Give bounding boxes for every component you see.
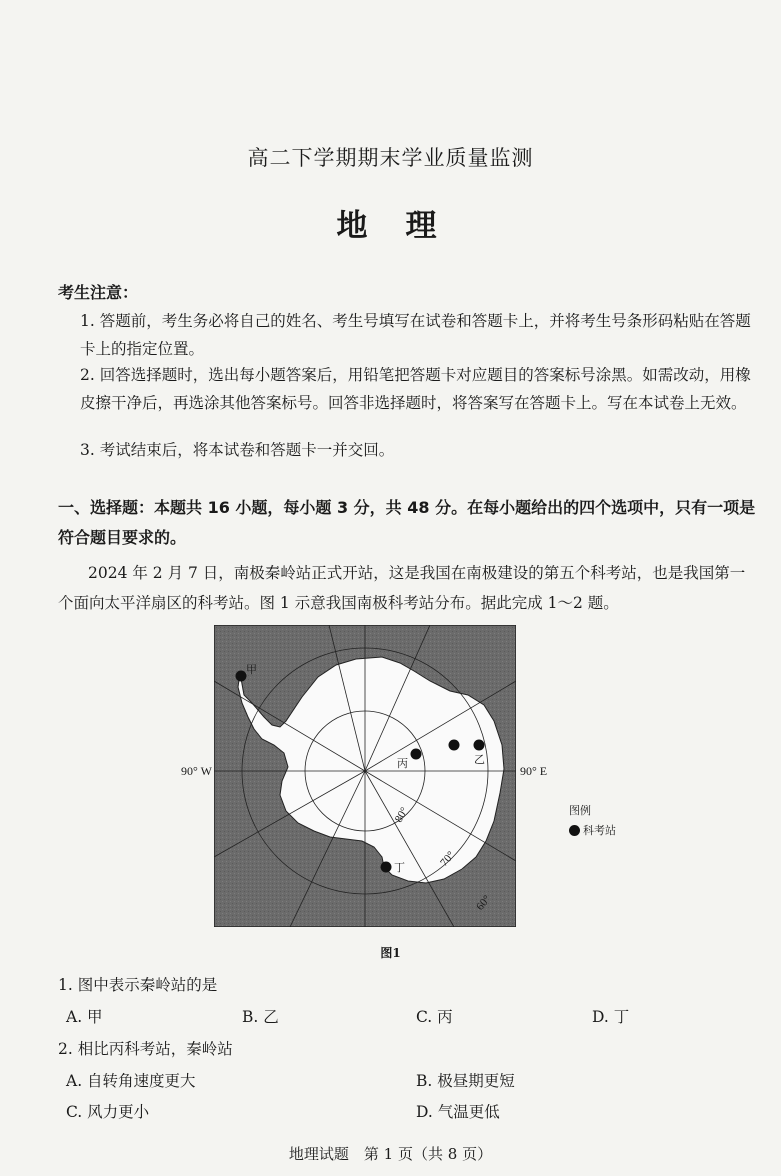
- q1-option-a[interactable]: A. 甲: [66, 1008, 103, 1026]
- q1-option-d[interactable]: D. 丁: [592, 1008, 630, 1026]
- station-yi-dot: [449, 740, 460, 751]
- station-extra-dot: [474, 740, 485, 751]
- q2-option-a[interactable]: A. 自转角速度更大: [66, 1072, 196, 1090]
- figure-caption: 图1: [380, 946, 401, 960]
- page-footer: 地理试题 第 1 页（共 8 页）: [288, 1145, 493, 1163]
- label-lat-80: 80°: [392, 805, 411, 825]
- section-heading: 一、选择题：本题共 16 小题，每小题 3 分，共 48 分。在每小题给出的四个选项中，只有一项是符合题目要求的。: [58, 498, 756, 547]
- label-lat-70: 70°: [438, 849, 458, 869]
- label-lat-60: 60°: [474, 893, 494, 913]
- map-svg: [214, 625, 516, 927]
- label-90e: 90° E: [520, 764, 548, 778]
- question-1-stem: 1. 图中表示秦岭站的是: [58, 976, 218, 994]
- label-90w: 90° W: [181, 764, 212, 778]
- legend-title: 图例: [569, 804, 591, 817]
- q2-option-c[interactable]: C. 风力更小: [66, 1103, 150, 1121]
- notice-item-3: 3. 考试结束后，将本试卷和答题卡一并交回。: [80, 441, 395, 459]
- label-ding: 丁: [394, 862, 405, 874]
- label-jia: 甲: [246, 664, 257, 676]
- antarctica-map: [214, 625, 516, 927]
- station-jia-dot: [236, 671, 247, 682]
- q1-option-b[interactable]: B. 乙: [242, 1008, 279, 1026]
- subject-title: 地理: [336, 208, 475, 244]
- q1-option-c[interactable]: C. 丙: [416, 1008, 453, 1026]
- question-2-stem: 2. 相比丙科考站，秦岭站: [58, 1040, 233, 1058]
- legend-station-icon: [569, 825, 580, 836]
- station-ding-dot: [381, 862, 392, 873]
- legend: [569, 802, 616, 838]
- exam-title: 高二下学期期末学业质量监测: [247, 146, 534, 170]
- station-bing-dot: [411, 749, 422, 760]
- label-yi: 乙: [474, 754, 485, 766]
- label-bing: 丙: [397, 758, 408, 770]
- notice-item-2: 2. 回答选择题时，选出每小题答案后，用铅笔把答题卡对应题目的答案标号涂黑。如需改动，用橡皮擦干净后，再选涂其他答案标号。回答非选择题时，将答案写在答题卡上。写在本试卷上无效。: [80, 366, 751, 412]
- section-intro: 2024 年 2 月 7 日，南极秦岭站正式开站，这是我国在南极建设的第五个科考站，也是我国第一个面向太平洋扇区的科考站。图 1 示意我国南极科考站分布。据此完成 1～2 题。: [58, 564, 746, 612]
- q2-option-d[interactable]: D. 气温更低: [416, 1103, 500, 1121]
- notice-heading: 考生注意：: [58, 283, 139, 302]
- q2-option-b[interactable]: B. 极昼期更短: [416, 1072, 515, 1090]
- legend-item-label: 科考站: [583, 824, 616, 837]
- notice-item-1: 1. 答题前，考生务必将自己的姓名、考生号填写在试卷和答题卡上，并将考生号条形码粘贴在答题卡上的指定位置。: [80, 312, 751, 358]
- legend-row: [569, 822, 616, 838]
